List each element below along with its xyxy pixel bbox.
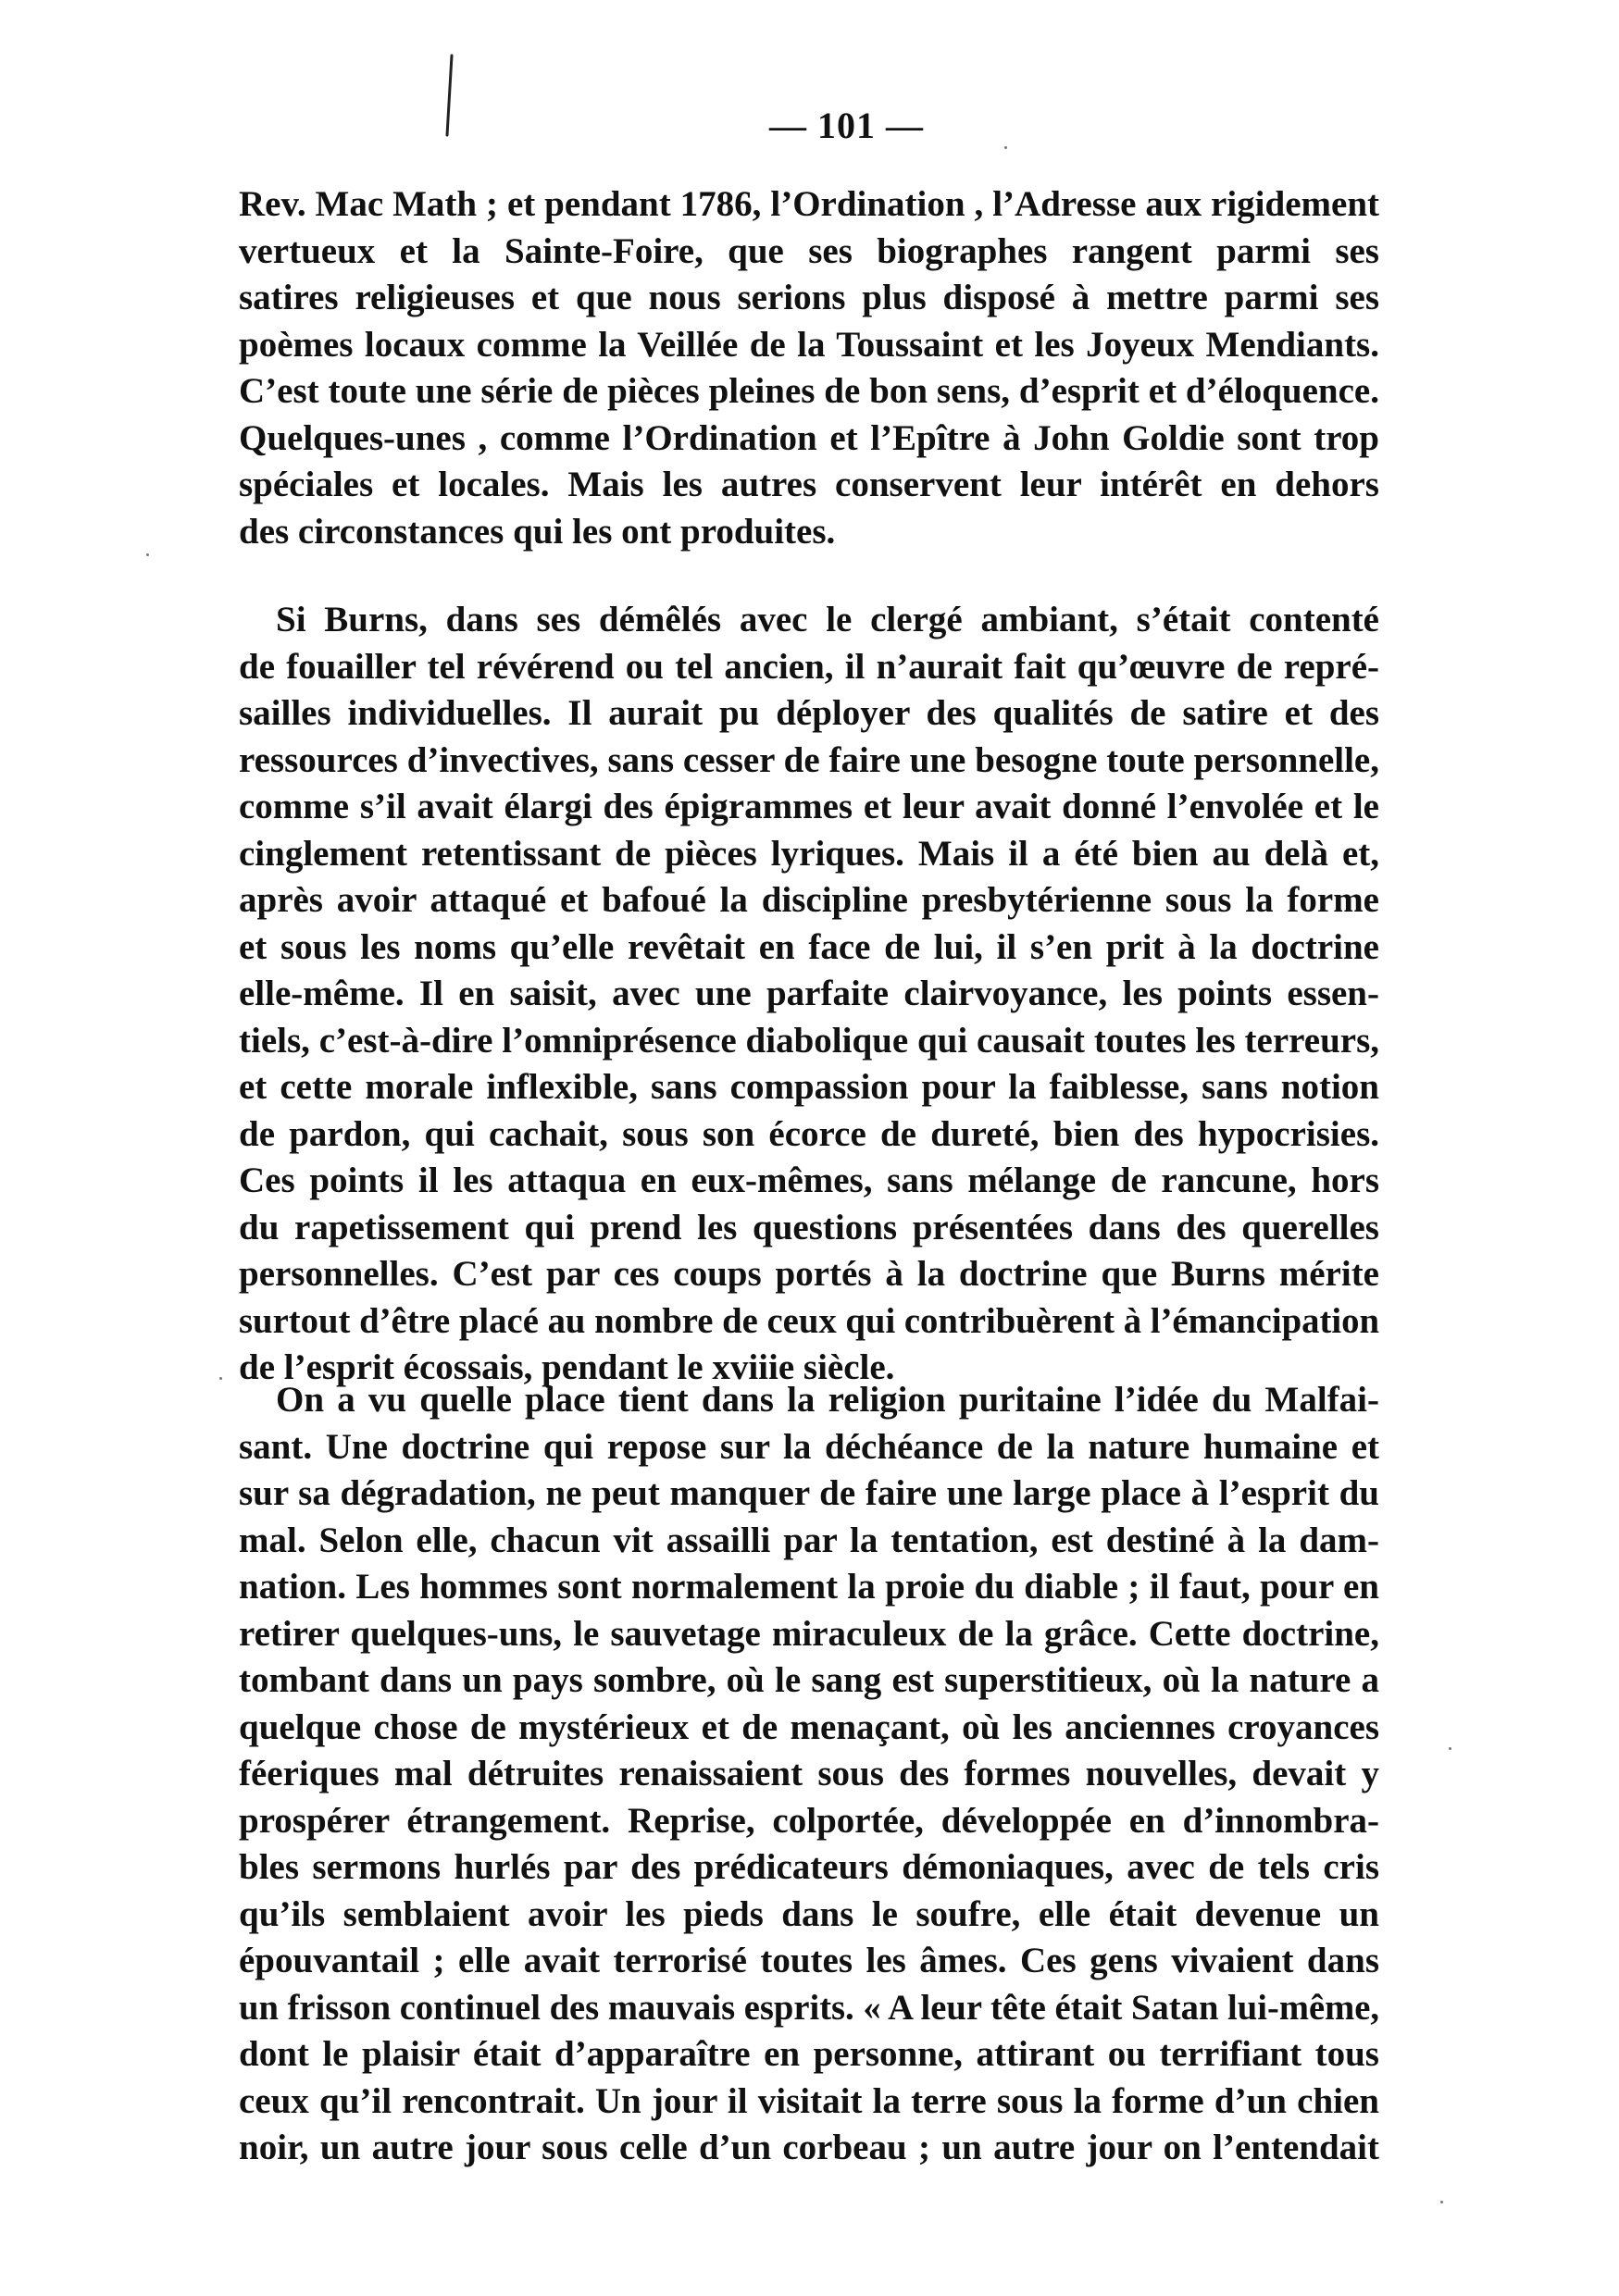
text-line: et sous les noms qu’elle revêtait en face de lui, il s’en prit à la doctrine [239,926,1379,967]
text-line: tiels, c’est-à-dire l’omniprésence diabolique qui causait toutes les terreurs, [239,1020,1379,1061]
paragraph-3 [239,1377,1379,2172]
text-line: sur sa dégradation, ne peut manquer de faire une large place à l’esprit du [239,1473,1379,1513]
speck [146,553,149,556]
text-line: après avoir attaqué et bafoué la discipline presbytérienne sous la forme [239,880,1379,920]
text-line: comme s’il avait élargi des épigrammes et leur avait donné l’envolée et le [239,787,1379,826]
text-line: Si Burns, dans ses démêlés avec le clergé ambiant, s’était contenté [276,600,1379,639]
text-line: Ces points il les attaqua en eux-mêmes, sans mélange de rancune, hors [239,1160,1379,1200]
text-line: sailles individuelles. Il aurait pu déployer des qualités de satire et des [239,693,1379,733]
text-line: quelque chose de mystérieux et de menaçant, où les anciennes croyances [239,1706,1379,1747]
text-line: de pardon, qui cachait, sous son écorce de dureté, bien des hypocrisies. [239,1113,1379,1154]
text-line: personnelles. C’est par ces coups portés à la doctrine que Burns mérite [239,1254,1379,1294]
text-line: elle-même. Il en saisit, avec une parfaite clairvoyance, les points essen- [239,974,1379,1013]
text-line: tombant dans un pays sombre, où le sang est superstitieux, où la nature a [239,1660,1379,1700]
text-line: retirer quelques-uns, le sauvetage miraculeux de la grâce. Cette doctrine, [239,1613,1379,1654]
text-line: féeriques mal détruites renaissaient sous des formes nouvelles, devait y [239,1754,1379,1793]
text-line: épouvantail ; elle avait terrorisé toutes les âmes. Ces gens vivaient dans [239,1941,1379,1980]
text-line: cinglement retentissant de pièces lyriques. Mais il a été bien au delà et, [239,833,1379,874]
paragraph-1 [239,181,1379,555]
text-line: un frisson continuel des mauvais esprits. « A leur tête était Satan lui-même, [239,1987,1380,2028]
text-line: C’est toute une série de pièces pleines de bon sens, d’esprit et d’éloquence. [239,371,1379,411]
text-line: de fouailler tel révérend ou tel ancien, il n’aurait fait qu’œuvre de repré- [239,646,1379,687]
speck [1449,1747,1451,1750]
text-line: ceux qu’il rencontrait. Un jour il visitait la terre sous la forme d’un chien [239,2080,1379,2121]
text-line: du rapetissement qui prend les questions présentées dans des querelles [239,1207,1379,1247]
text-line: Rev. Mac Math ; et pendant 1786, l’Ordination , l’Adresse aux rigidement [239,184,1379,224]
speck [1440,2201,1443,2203]
text-line: nation. Les hommes sont normalement la proie du diable ; il faut, pour en [239,1567,1379,1607]
text-line: ressources d’invectives, sans cesser de faire une besogne toute personnelle, [239,739,1379,780]
text-line: Quelques-unes , comme l’Ordination et l’Epître à John Goldie sont trop [239,417,1379,458]
text-line: prospérer étrangement. Reprise, colportée, développée en d’innombra- [239,1800,1379,1841]
speck [219,1377,222,1380]
text-line: bles sermons hurlés par des prédicateurs démoniaques, avec de tels cris [239,1847,1379,1887]
text-line: mal. Selon elle, chacun vit assailli par la tentation, est destiné à la dam- [239,1520,1379,1560]
text-line: spéciales et locales. Mais les autres conservent leur intérêt en dehors [239,465,1379,504]
text-line: poèmes locaux comme la Veillée de la Toussaint et les Joyeux Mendiants. [239,324,1379,365]
text-line: surtout d’être placé au nombre de ceux qui contribuèrent à l’émancipation [239,1300,1380,1341]
speck [1004,146,1007,149]
text-line: des circonstances qui les ont produites. [239,511,836,552]
text-line: qu’ils semblaient avoir les pieds dans le soufre, elle était devenue un [239,1893,1379,1934]
page-number: — 101 — [769,105,924,146]
text-line: dont le plaisir était d’apparaître en personne, attirant ou terrifiant tous [239,2034,1379,2074]
text-line: satires religieuses et que nous serions plus disposé à mettre parmi ses [239,278,1379,317]
text-line: On a vu quelle place tient dans la religion puritaine l’idée du Malfai- [276,1380,1379,1420]
text-line: de l’esprit écossais, pendant le xviiie siècle. [239,1347,895,1387]
paragraph-2 [239,597,1379,1392]
text-line: sant. Une doctrine qui repose sur la déchéance de la nature humaine et [239,1426,1379,1467]
text-line: noir, un autre jour sous celle d’un corbeau ; un autre jour on l’entendait [239,2128,1379,2167]
text-line: et cette morale inflexible, sans compassion pour la faiblesse, sans notion [239,1067,1379,1107]
text-line: vertueux et la Sainte-Foire, que ses biographes rangent parmi ses [239,230,1379,271]
